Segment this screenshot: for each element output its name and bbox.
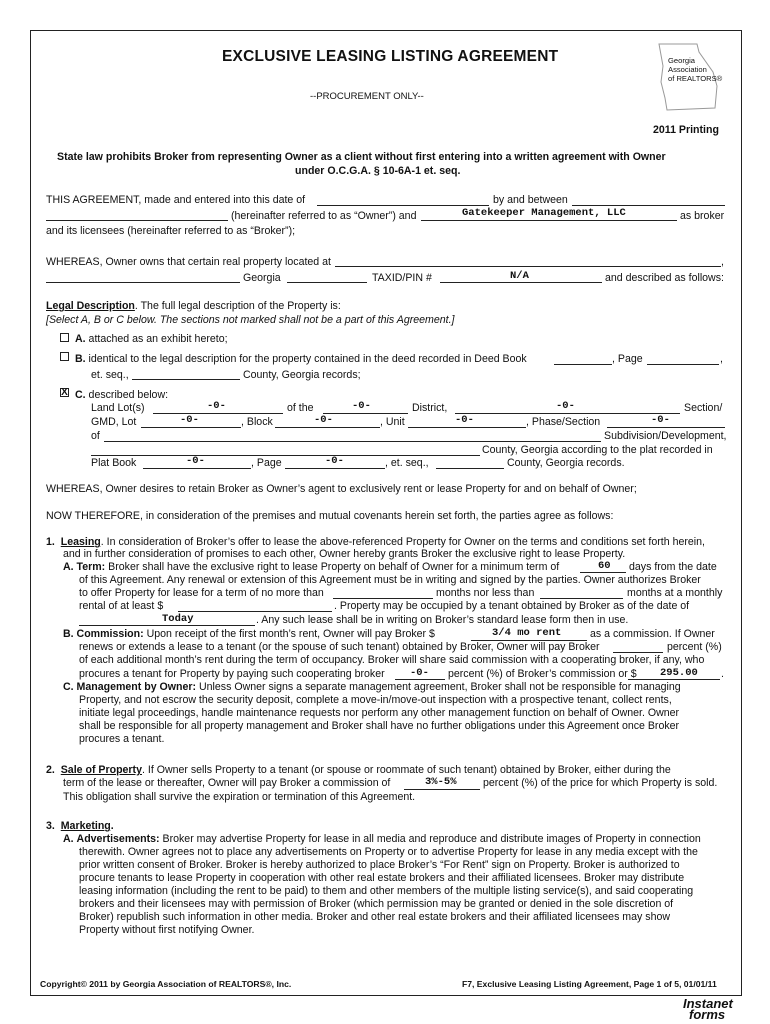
plat-book-field[interactable] [143,468,251,469]
option-c-checkbox[interactable]: X [61,387,68,398]
section-1-intro-2: and in further consideration of promises to each other, Owner hereby grants Broker the exclusive right to lease Property. [63,548,626,560]
now-therefore: NOW THEREFORE, in consideration of the premises and mutual covenants herein set forth, the parties agree as follows: [46,510,614,522]
district-value: -0- [352,400,371,412]
occupancy-date-value: Today [162,613,194,625]
plat-county-records-label: County, Georgia records. [507,457,625,469]
coop-broker-label: procures a tenant for Property by paying such cooperating broker [79,668,385,680]
section-value: -0- [556,400,575,412]
owner-name-field-1[interactable] [572,205,725,206]
document-title: EXCLUSIVE LEASING LISTING AGREEMENT [222,48,559,65]
section-field[interactable] [455,413,680,414]
option-a-checkbox[interactable] [60,333,69,342]
comma: , [721,256,724,268]
renewal-percent-label: percent (%) [667,641,722,653]
term-days-label: days from the date [629,561,717,573]
georgia-label: Georgia [243,272,281,284]
deed-etseq-field[interactable] [132,379,240,380]
sale-percent-field[interactable] [404,789,480,790]
notice-line-1: State law prohibits Broker from representing Owner as a client without first entering into a written agreement with Owner [57,151,666,163]
county-records-label: County, Georgia records; [243,369,361,381]
term-days-value: 60 [598,560,611,572]
term-min-field[interactable] [540,598,623,599]
deed-book-field[interactable] [554,364,612,365]
lot-field[interactable] [141,427,241,428]
occupancy-label: . Property may be occupied by a tenant obtained by Broker as of the date of [334,600,690,612]
described-as-follows: and described as follows: [605,272,724,284]
rental-amount-field[interactable] [178,611,332,612]
property-city-field[interactable] [46,282,240,283]
district-field[interactable] [323,413,408,414]
whereas-property-label: WHEREAS, Owner owns that certain real property located at [46,256,331,268]
broker-name-field[interactable] [421,220,677,221]
management-line-5: procures a tenant. [79,733,165,745]
commission-line-1: B. Commission: Upon receipt of the first month’s rent, Owner will pay Broker $ [63,628,435,640]
plat-etseq-field[interactable] [436,468,504,469]
gar-logo-text: Georgia Association of REALTORS® [668,56,723,83]
section-2-line-1: 2. Sale of Property. If Owner sells Property to a tenant (or spouse or roommate of such tenant) obtained by Broker, either during the [46,764,671,776]
rental-label: rental of at least $ [79,600,164,612]
management-line-2: Property, and not escrow the security deposit, complete a move-in/move-out inspection with a prospective tenant, collect rents, [79,694,672,706]
of-the-label: of the [287,402,314,414]
intro-as-broker: as broker [680,210,725,222]
period: . [721,668,724,680]
advertisements-line-5: leasing information (including the rent to be paid) to them and other members of the multiple listing service(s), and said cooperating [79,885,694,897]
land-lot-value: -0- [207,400,226,412]
management-line-1: C. Management by Owner: Unless Owner signs a separate management agreement, Broker shall not be responsible for managing [63,681,681,693]
term-min-label: months nor less than [436,587,535,599]
sale-percent-value: 3%-5% [425,776,457,788]
term-days-field[interactable] [580,572,626,573]
sale-commission-label: term of the lease or thereafter, Owner will pay Broker a commission of [63,777,391,789]
owner-name-field-2[interactable] [46,220,228,221]
commission-label: as a commission. If Owner [590,628,715,640]
advertisements-line-1: A. Advertisements: Broker may advertise Property for lease in all media and reproduce and distribute images of Property in connection [63,833,701,845]
document-subtitle: --PROCUREMENT ONLY-- [310,91,424,102]
footer-form-id: F7, Exclusive Leasing Listing Agreement, Page 1 of 5, 01/01/11 [462,979,717,989]
etseq-label: et. seq., [91,369,129,381]
option-b-text: B. identical to the legal description for the property contained in the deed recorded in Deed Book [75,353,527,365]
subdivision-field[interactable] [104,441,601,442]
phase-field[interactable] [607,427,725,428]
plat-page-label: , Page [251,457,282,469]
county-plat-label: County, Georgia according to the plat recorded in [482,444,713,456]
comma: , [720,353,723,365]
block-label: , Block [241,416,273,428]
renewal-percent-field[interactable] [613,652,663,653]
coop-percent-field[interactable] [395,679,445,680]
taxid-value: N/A [510,270,529,282]
legal-instructions: [Select A, B or C below. The sections not marked shall not be a part of this Agreement.] [46,314,455,326]
plat-county-field[interactable] [91,455,480,456]
coop-amount-value: 295.00 [660,667,698,679]
footer-copyright: Copyright© 2011 by Georgia Association of REALTORS®, Inc. [40,979,292,989]
agreement-date-field[interactable] [317,205,489,206]
commission-line-3: of each additional month’s rent during the term of occupancy. Broker will share said commission with a cooperating broker, if any, who [79,654,705,666]
plat-etseq-label: , et. seq., [385,457,429,469]
notice-line-2: under O.C.G.A. § 10-6A-1 et. seq. [295,165,461,177]
deed-page-field[interactable] [647,364,719,365]
advertisements-line-7: Broker) republish such information in other media. Broker and other real estate brokers and their affiliated licensees may show [79,911,670,923]
option-b-checkbox[interactable] [60,352,69,361]
zip-field[interactable] [287,282,367,283]
lease-form-label: . Any such lease shall be in writing on Broker’s standard lease form then in use. [256,614,629,626]
commission-value: 3/4 mo rent [492,627,562,639]
advertisements-line-2: therewith. Owner agrees not to place any advertisements on Property or to advertise Property for lease in any media except with the [79,846,698,858]
term-line-1: A. Term: Broker shall have the exclusive right to lease Property on behalf of Owner for a minimum term of [63,561,560,573]
unit-field[interactable] [408,427,526,428]
land-lot-label: Land Lot(s) [91,402,145,414]
plat-book-value: -0- [186,455,205,467]
block-value: -0- [314,414,333,426]
term-line-2: of this Agreement. Any renewal or extension of this Agreement must be in writing and signed by the parties. Owner authorizes Broker [79,574,701,586]
subdivision-label: Subdivision/Development, [604,430,727,442]
section-3-heading: 3. Marketing. [46,820,114,832]
gmd-lot-label: GMD, Lot [91,416,137,428]
intro-between-label: by and between [493,194,568,206]
advertisements-line-6: brokers and their licensees may with permission of Broker (which permission may be granted or denied in the sole discretion of [79,898,674,910]
section-2-line-3: This obligation shall survive the expiration or termination of this Agreement. [63,791,416,803]
of-label: of [91,430,100,442]
monthly-label: months at a monthly [627,587,723,599]
renewal-label: renews or extends a lease to a tenant (or the spouse of such tenant) obtained by Broker, Owner will pay Broker [79,641,600,653]
option-c-text: C. described below: [75,389,169,401]
printing-year: 2011 Printing [653,124,719,136]
plat-page-value: -0- [325,455,344,467]
sale-price-label: percent (%) of the price for which Property is sold. [483,777,718,789]
broker-name-value: Gatekeeper Management, LLC [462,207,626,219]
district-label: District, [412,402,448,414]
coop-percent-value: -0- [410,667,429,679]
lot-value: -0- [180,414,199,426]
whereas-retain-broker: WHEREAS, Owner desires to retain Broker as Owner’s agent to exclusively rent or lease Property for and on behalf of Owner; [46,483,637,495]
occupancy-date-field[interactable] [79,625,255,626]
unit-label: , Unit [380,416,405,428]
intro-licensees: and its licensees (hereinafter referred to as “Broker”); [46,225,296,237]
property-address-field[interactable] [335,266,721,267]
section-1-intro: 1. Leasing. In consideration of Broker’s offer to lease the above-referenced Property for Owner on the terms and conditions set forth herein, [46,536,705,548]
phase-value: -0- [651,414,670,426]
unit-value: -0- [455,414,474,426]
management-line-3: initiate legal proceedings, handle maintenance requests nor perform any other management function on behalf of Owner. Owner [79,707,680,719]
advertisements-line-3: prior written consent of Broker. Broker is hereby authorized to place Broker’s “For Rent” sign on Property. Broker is authorized to [79,859,680,871]
deed-page-label: , Page [612,353,643,365]
management-line-4: shall be responsible for all property management and Broker shall have no further obligations under this Agreement once Broker [79,720,680,732]
taxid-field[interactable] [440,282,602,283]
term-max-label: to offer Property for lease for a term of no more than [79,587,324,599]
phase-label: , Phase/Section [526,416,601,428]
term-max-field[interactable] [333,598,433,599]
coop-amount-field[interactable] [628,679,720,680]
taxid-label: TAXID/PIN # [372,272,432,284]
block-field[interactable] [275,427,380,428]
instanet-forms-logo: Instanet forms [683,996,733,1022]
intro-date-label: THIS AGREEMENT, made and entered into this date of [46,194,306,206]
plat-book-label: Plat Book [91,457,137,469]
legal-heading: Legal Description. The full legal description of the Property is: [46,300,341,312]
option-a-text: A. attached as an exhibit hereto; [75,333,228,345]
coop-commission-label: percent (%) of Broker’s commission or $ [448,668,637,680]
intro-owner-label: (hereinafter referred to as “Owner”) and [231,210,417,222]
plat-page-field[interactable] [285,468,385,469]
advertisements-line-4: procure tenants to lease Property in cooperation with other real estate brokers and their affiliated licensees. Broker may distribute [79,872,685,884]
advertisements-line-8: Property without first notifying Owner. [79,924,255,936]
land-lot-field[interactable] [153,413,283,414]
section-label: Section/ [684,402,723,414]
